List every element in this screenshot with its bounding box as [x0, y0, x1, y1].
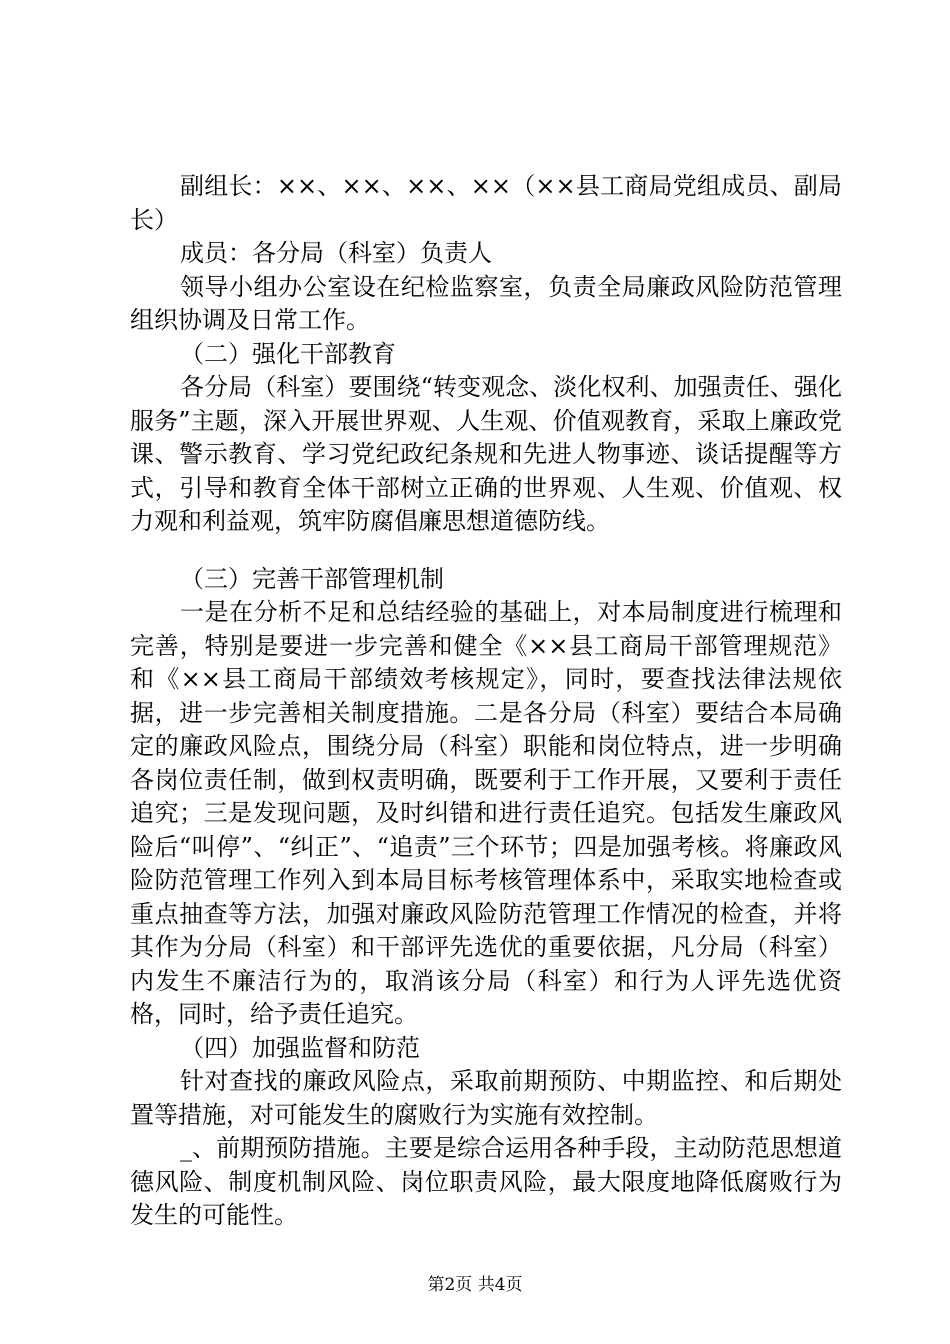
document-body [130, 170, 842, 1233]
heading-management-mechanism: （三）完善干部管理机制 [180, 564, 444, 593]
paragraph-deputy-leaders: 副组长：××、××、××、××（××县工商局党组成员、副局长） [130, 172, 842, 234]
heading-cadre-education: （二）强化干部教育 [180, 339, 396, 368]
heading-supervision: （四）加强监督和防范 [180, 1033, 420, 1062]
paragraph-supervision: 针对查找的廉政风险点，采取前期预防、中期监控、和后期处置等措施，对可能发生的腐败行为实施有效控制。 [130, 1067, 842, 1129]
paragraph-prevention: _、前期预防措施。主要是综合运用各种手段，主动防范思想道德风险、制度机制风险、岗位职责风险，最大限度地降低腐败行为发生的可能性。 [130, 1134, 842, 1229]
paragraph-management-mechanism: 一是在分析不足和总结经验的基础上，对本局制度进行梳理和完善，特别是要进一步完善和健全《××县工商局干部管理规范》和《××县工商局干部绩效考核规定》，同时，要查找法律法规依据，进一步完善相关制度措施。二是各分局（科室）要结合本局确定的廉政风险点，围绕分局（科室）职能和岗位特点，进一步明确各岗位责任制，做到权责明确，既要利于工作开展，又要利于责任追究；三是发现问题，及时纠错和进行责任追究。包括发生廉政风险后“叫停”、“纠正”、“追责”三个环节；四是加强考核。将廉政风险防范管理工作列入到本局目标考核管理体系中，采取实地检查或重点抽查等方法，加强对廉政风险防范管理工作情况的检查，并将其作为分局（科室）和干部评先选优的重要依据，凡分局（科室）内发生不廉洁行为的，取消该分局（科室）和行为人评先选优资格，同时，给予责任追究。 [130, 598, 842, 1028]
page-number-footer: 第2页 共4页 [427, 1275, 523, 1295]
paragraph-cadre-education: 各分局（科室）要围绕“转变观念、淡化权利、加强责任、强化服务”主题，深入开展世界观、人生观、价值观教育，采取上廉政党课、警示教育、学习党纪政纪条规和先进人物事迹、谈话提醒等方式，引导和教育全体干部树立正确的世界观、人生观、价值观、权力观和利益观，筑牢防腐倡廉思想道德防线。 [130, 373, 842, 535]
paragraph-office: 领导小组办公室设在纪检监察室，负责全局廉政风险防范管理组织协调及日常工作。 [130, 272, 842, 334]
paragraph-members: 成员：各分局（科室）负责人 [180, 239, 492, 267]
